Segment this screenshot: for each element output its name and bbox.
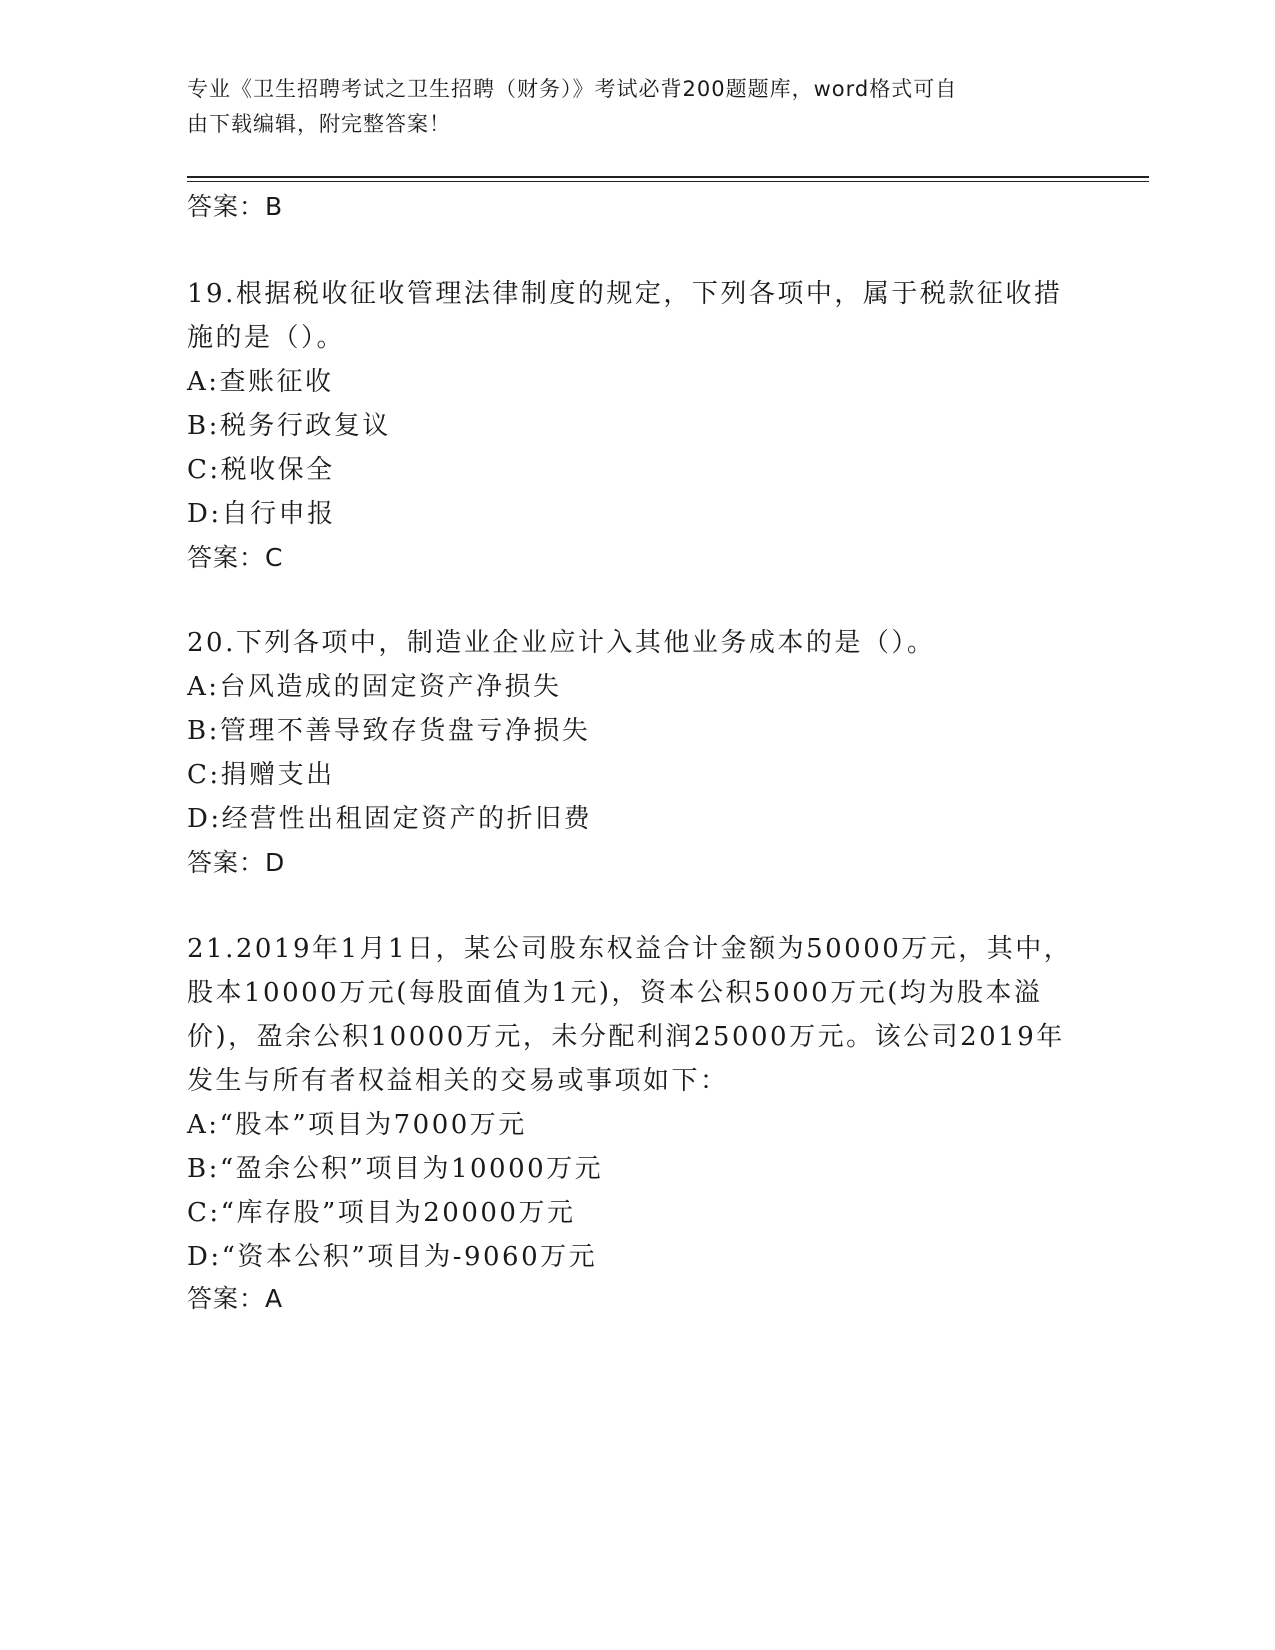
q20-option-b: B:管理不善导致存货盘亏净损失: [187, 716, 591, 746]
q19-option-b: B:税务行政复议: [187, 411, 391, 441]
q20-answer: 答案：D: [187, 848, 286, 877]
q20-option-c: C:捐赠支出: [187, 760, 335, 790]
document-header: [187, 72, 1087, 142]
q19-answer: 答案：C: [187, 543, 284, 572]
q19-stem-line-2: 施的是（）。: [187, 323, 346, 353]
header-line-1: 专业《卫生招聘考试之卫生招聘（财务）》考试必背200题题库，word格式可自: [187, 77, 958, 101]
header-divider-thick: [187, 176, 1149, 178]
q20-option-d: D:经营性出租固定资产的折旧费: [187, 804, 593, 834]
q19-option-a: A:查账征收: [187, 367, 334, 397]
previous-answer: 答案：B: [187, 192, 284, 221]
q20-stem-line-1: 20.下列各项中，制造业企业应计入其他业务成本的是（）。: [187, 628, 936, 658]
q19-stem-line-1: 19.根据税收征收管理法律制度的规定，下列各项中，属于税款征收措: [187, 279, 1063, 309]
q21-answer: 答案：A: [187, 1284, 284, 1313]
q21-stem-line-1: 21.2019年1月1日，某公司股东权益合计金额为50000万元，其中，: [187, 934, 1073, 964]
q21-stem-line-2: 股本10000万元(每股面值为1元)，资本公积5000万元(均为股本溢: [187, 978, 1043, 1008]
q19-option-c: C:税收保全: [187, 455, 335, 485]
q21-option-a: A:“股本”项目为7000万元: [187, 1110, 527, 1140]
q21-option-c: C:“库存股”项目为20000万元: [187, 1198, 576, 1228]
q20-option-a: A:台风造成的固定资产净损失: [187, 672, 562, 702]
header-line-2: 由下载编辑，附完整答案！: [187, 112, 451, 136]
q21-option-b: B:“盈余公积”项目为10000万元: [187, 1154, 604, 1184]
q19-option-d: D:自行申报: [187, 499, 336, 529]
q21-stem-line-4: 发生与所有者权益相关的交易或事项如下：: [187, 1066, 729, 1096]
header-divider-thin: [187, 181, 1149, 182]
q21-option-d: D:“资本公积”项目为-9060万元: [187, 1242, 598, 1272]
q21-stem-line-3: 价)，盈余公积10000万元，未分配利润25000万元。该公司2019年: [187, 1022, 1065, 1052]
